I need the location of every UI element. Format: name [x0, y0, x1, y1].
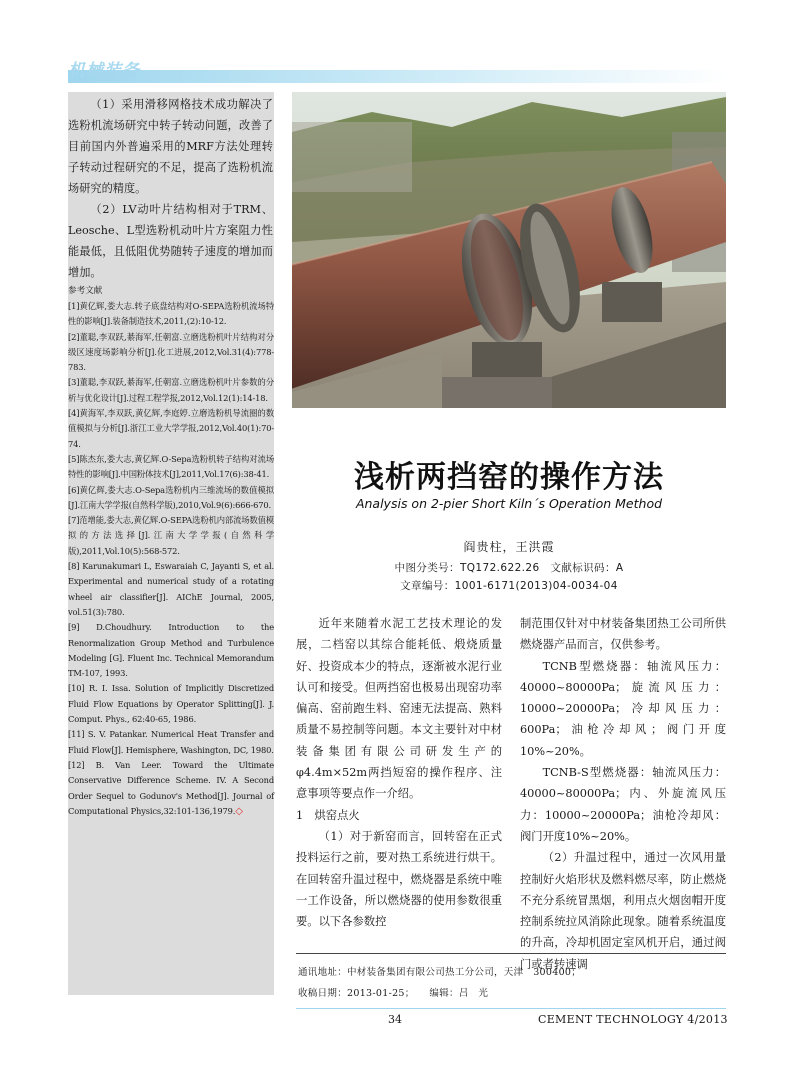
reference-item: [4]黄海军,李双跃,黄亿辉,李庭婷.立磨选粉机导流圈的数值模拟与分析[J].浙江工业大学学报,2012,Vol.40(1):70-74. — [68, 408, 274, 449]
article-title-english: Analysis on 2-pier Short Kiln´s Operation Method — [355, 496, 663, 511]
reference-item: [2]董聪,李双跃,綦海军,任朝富.立磨选粉机叶片结构对分级区速度场影响分析[J].化工进展,2012,Vol.31(4):778-783. — [68, 331, 274, 373]
reference-item-last — [68, 758, 274, 819]
reference-item: [5]陈杰东,娄大志,黄亿辉.O-Sepa选粉机转子结构对流场特性的影响[J].中国粉体技术[J],2011,Vol.17(6):38-41. — [68, 453, 274, 480]
page-number: 34 — [388, 1013, 402, 1026]
body-paragraph: TCNB型燃烧器：轴流风压力：40000~80000Pa；旋流风压力：10000~20000Pa；冷却风压力：600Pa；油枪冷却风；阀门开度10%~20%。 — [520, 659, 726, 758]
reference-item: [8] Karunakumari L, Eswaraiah C, Jayanti S, et al. Experimental and numerical study of a rotating wheel air classifier[J]. AIChE Journal, 2005, vol.51(3):780. — [68, 561, 274, 617]
reference-item: [11] S. V. Patankar. Numerical Heat Transfer and Fluid Flow[J]. Hemisphere, Washington, DC, 1980. — [68, 729, 274, 755]
reference-item: [3]董聪,李双跃,綦海军,任朝富.立磨选粉机叶片参数的分析与优化设计[J].过程工程学报,2012,Vol.12(1):14-18. — [68, 377, 274, 403]
footer-divider — [296, 1008, 726, 1009]
body-paragraph: TCNB-S型燃烧器：轴流风压力：40000~80000Pa；内、外旋流风压力：10000~20000Pa；油枪冷却风：阀门开度10%~20%。 — [520, 766, 726, 843]
right-column — [520, 613, 726, 975]
journal-name: CEMENT TECHNOLOGY 4/2013 — [538, 1013, 728, 1026]
reference-item: [6]黄亿辉,娄大志.O-Sepa选粉机内三维流场的数值模拟[J].江南大学学报(自然科学版),2010,Vol.9(6):666-670. — [68, 484, 274, 510]
article-authors: 阎贵柱，王洪霞 — [463, 540, 555, 554]
section-label: 机械装备 — [68, 61, 140, 81]
article-number: 文章编号：1001-6171(2013)04-0034-04 — [400, 580, 618, 592]
section-heading: 1 烘窑点火 — [296, 808, 360, 822]
middle-column — [296, 613, 502, 932]
body-paragraph: 制范围仅针对中材装备集团热工公司所供燃烧器产品而言，仅供参考。 — [520, 617, 726, 652]
reference-item: [1]黄亿辉,娄大志.转子底盘结构对O-SEPA选粉机流场特性的影响[J].装备制造技术,2011,(2):10-12. — [68, 301, 274, 327]
classification-number: 中图分类号：TQ172.622.26 文献标识码：A — [394, 562, 624, 574]
left-column — [68, 92, 274, 995]
conclusion-paragraph-2: （2）LV动叶片结构相对于TRM、Leosche、L型选粉机动叶片方案阻力性能最低，且低阻优势随转子速度的增加而增加。 — [68, 203, 273, 279]
reference-item: [9] D.Choudhury. Introduction to the Renormalization Group Method and Turbulence Modeling [G]. Fluent Inc. Technical Memorandum TM-107, 1993. — [68, 622, 274, 679]
reference-text: [12] B. Van Leer. Toward the Ultimate Conservative Difference Scheme. IV. A Second Order Sequel to Godunov's Method[J]. Journal of Computational Physics,32:101-136,1979. — [68, 759, 274, 816]
rotary-kiln-photo — [292, 92, 726, 408]
footnote-divider — [296, 953, 726, 954]
conclusion-paragraph-1: （1）采用滑移网格技术成功解决了选粉机流场研究中转子转动问题，改善了目前国内外普遍采用的MRF方法处理转子转动过程研究的不足，提高了选粉机流场研究的精度。 — [68, 98, 273, 195]
reference-item: [7]范增能,娄大志,黄亿辉.O-SEPA选粉机内部流场数值模拟的方法选择[J].江南大学学报(自然科学版),2011,Vol.10(5):568-572. — [68, 515, 274, 556]
header-accent-bar — [68, 70, 728, 83]
body-paragraph: （1）对于新窑而言，回转窑在正式投料运行之前，要对热工系统进行烘干。在回转窑升温过程中，燃烧器是系统中唯一工作设备，所以燃烧器的使用参数很重要。以下各参数控 — [296, 829, 502, 929]
author-address: 通讯地址：中材装备集团有限公司热工分公司，天津 300400； — [298, 967, 582, 978]
received-date: 收稿日期：2013-01-25； 编辑：吕 光 — [298, 988, 489, 999]
body-paragraph: （2）升温过程中，通过一次风用量控制好火焰形状及燃料燃尽率，防止燃烧不充分系统冒黑烟，利用点火烟囱帽开度控制系统拉风消除此现象。随着系统温度的升高，冷却机固定室风机开启，通过阀门或者转速调 — [520, 851, 726, 971]
article-title: 浅析两挡窑的操作方法 — [354, 460, 664, 495]
reference-item: [10] R. I. Issa. Solution of Implicitly Discretized Fluid Flow Equations by Operator Splitting[J]. J. Comput. Phys., 62:40-65, 1986. — [68, 683, 274, 725]
references-heading: 参考文献 — [68, 286, 103, 296]
end-mark-icon: ◇ — [235, 805, 243, 817]
intro-paragraph: 近年来随着水泥工艺技术理论的发展，二档窑以其综合能耗低、煅烧质量好、投资成本少的特点，逐渐被水泥行业认可和接受。但两挡窑也极易出现窑功率偏高、窑前跑生料、窑速无法提高、熟料质量不易控制等问题。本文主要针对中材装备集团有限公司研发生产的φ4.4m×52m两挡短窑的操作程序、注意事项等要点作一介绍。 — [296, 617, 502, 801]
